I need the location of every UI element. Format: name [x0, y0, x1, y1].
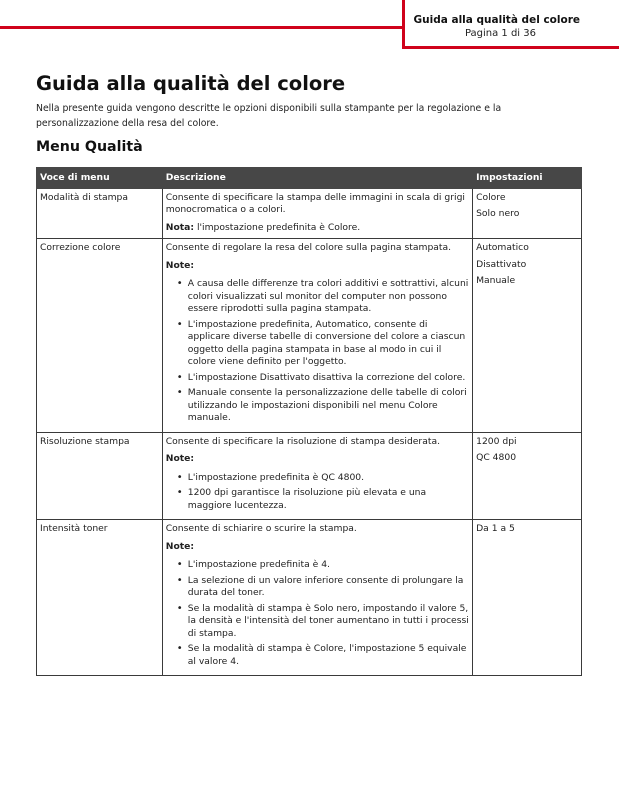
- description-cell: [162, 520, 472, 676]
- table-row: [37, 520, 582, 676]
- menu-item-cell: Risoluzione stampa: [37, 432, 163, 520]
- setting-value: Solo nero: [476, 208, 520, 219]
- column-header-settings: Impostazioni: [473, 168, 582, 189]
- note-bullet: • L'impostazione Disattivato disattiva la correzione del colore.: [188, 372, 469, 385]
- notes-label: Note:: [165, 259, 195, 271]
- notes-list: [166, 472, 469, 513]
- header-rule: [0, 26, 404, 29]
- document-title: Guida alla qualità del colore: [36, 72, 346, 95]
- note-bullet: • La selezione di un valore inferiore consente di prolungare la durata del toner.: [188, 575, 469, 600]
- note-bullet: • Manuale consente la personalizzazione delle tabelle di colori utilizzando le impostazioni disponibili nel menu Colore manuale.: [188, 387, 469, 425]
- notes-label: Note:: [165, 453, 195, 464]
- section-title: Menu Qualità: [36, 139, 143, 155]
- note-label: Nota:: [165, 221, 195, 233]
- settings-cell: [473, 520, 582, 676]
- notes-list: [166, 278, 469, 425]
- note-bullet: • L'impostazione predefinita, Automatico, consente di applicare diverse tabelle di conversione del colore a ciascun oggetto della pagina stampata in base al modo in cui il colore viene definito per l'oggetto.: [188, 319, 469, 369]
- menu-item-cell: Intensità toner: [37, 520, 163, 676]
- note-bullet: • Se la modalità di stampa è Colore, l'impostazione 5 equivale al valore 4.: [188, 643, 469, 668]
- menu-item-cell: Modalità di stampa: [37, 188, 163, 239]
- settings-cell: [473, 239, 582, 433]
- description-text: Consente di regolare la resa del colore sulla pagina stampata.: [165, 242, 452, 253]
- note-bullet: • L'impostazione predefinita è QC 4800.: [188, 472, 469, 485]
- setting-value: 1200 dpi: [476, 435, 517, 447]
- setting-value: Automatico: [476, 242, 529, 253]
- description-text: Consente di specificare la risoluzione di stampa desiderata.: [165, 435, 440, 447]
- setting-value: Manuale: [476, 275, 516, 286]
- quality-menu-table: [36, 167, 582, 676]
- note-text: l'impostazione predefinita è Colore.: [194, 221, 361, 233]
- description-text: Consente di specificare la stampa delle immagini in scala di grigi monocromatica o a colori.: [165, 191, 465, 215]
- document-intro: Nella presente guida vengono descritte le opzioni disponibili sulla stampante per la regolazione e la personalizzazione della resa del colore.: [36, 103, 502, 129]
- header-title: Guida alla qualità del colore: [413, 14, 580, 26]
- note-bullet: • Se la modalità di stampa è Solo nero, impostando il valore 5, la densità e l'intensità del toner aumentano in tutti i processi di stampa.: [188, 603, 469, 641]
- note-bullet: • L'impostazione predefinita è 4.: [188, 559, 469, 572]
- table-row: [37, 239, 582, 433]
- table-row: [37, 432, 582, 520]
- notes-list: [166, 559, 469, 668]
- table-row: [37, 188, 582, 239]
- note-bullet: • A causa delle differenze tra colori additivi e sottrattivi, alcuni colori visualizzati sul monitor del computer non possono essere riprodotti sulla pagina stampata.: [188, 278, 469, 316]
- description-text: Consente di schiarire o scurire la stampa.: [165, 523, 357, 534]
- description-cell: [162, 239, 472, 433]
- header-page-number: Pagina 1 di 36: [464, 28, 536, 39]
- settings-cell: [473, 188, 582, 239]
- table-header-row: [37, 168, 582, 189]
- setting-value: Colore: [476, 191, 506, 203]
- note-paragraph: [166, 222, 469, 235]
- description-cell: [162, 432, 472, 520]
- column-header-menu-item: Voce di menu: [37, 168, 163, 189]
- menu-item-cell: Correzione colore: [37, 239, 163, 433]
- settings-cell: [473, 432, 582, 520]
- setting-value: QC 4800: [476, 452, 517, 463]
- description-cell: [162, 188, 472, 239]
- setting-value: Disattivato: [476, 258, 527, 270]
- notes-label: Note:: [165, 540, 195, 552]
- column-header-description: Descrizione: [162, 168, 472, 189]
- setting-value: Da 1 a 5: [476, 523, 515, 534]
- note-bullet: • 1200 dpi garantisce la risoluzione più elevata e una maggiore lucentezza.: [188, 487, 469, 512]
